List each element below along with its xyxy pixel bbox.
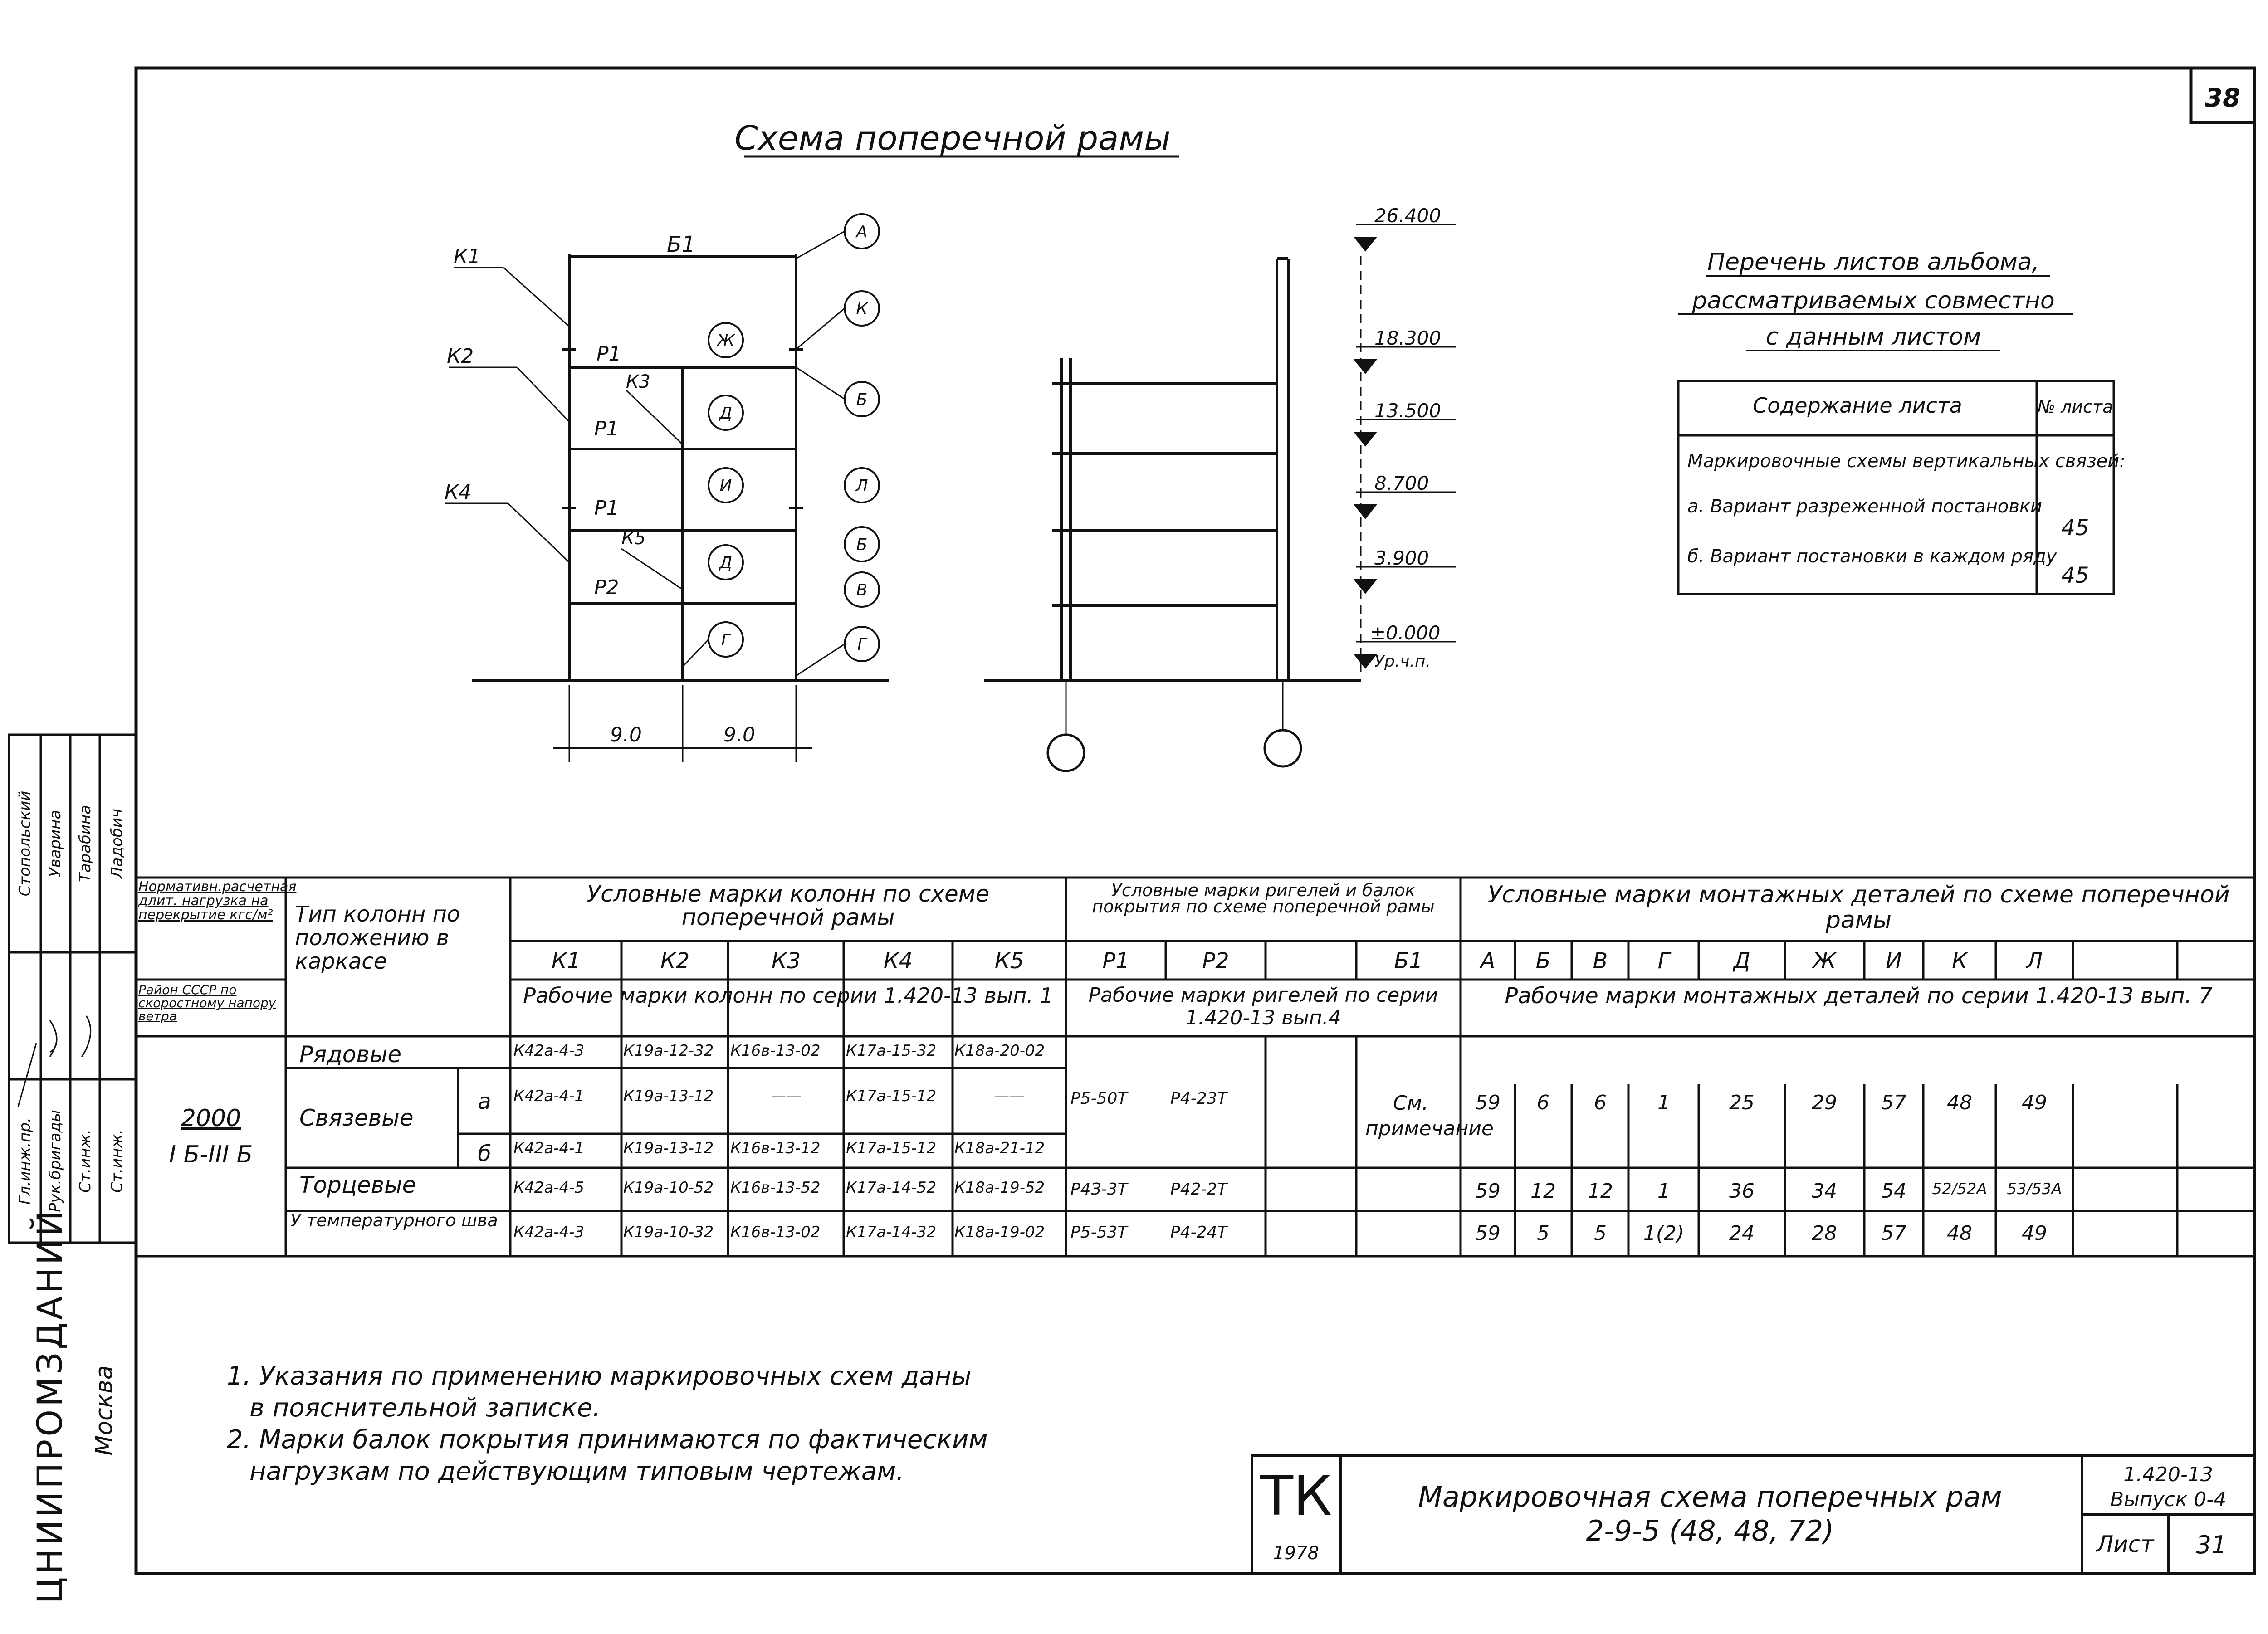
col-mark: К19а-13-12 [623, 1139, 714, 1157]
det-mark: 53/53А [2007, 1180, 2062, 1198]
detail-label: И [719, 477, 732, 495]
det-mark: 57 [1881, 1222, 1906, 1245]
scheme-col-k1: К1 [454, 245, 481, 268]
stamp-year: 1978 [1273, 1543, 1319, 1564]
b1-note: См. примечание [1365, 1092, 1494, 1140]
det-mark: 59 [1475, 1091, 1501, 1114]
elevation-mark: 3.900 [1374, 547, 1429, 569]
note-line: 2. Марки балок покрытия принимаются по фактическим [227, 1425, 988, 1454]
code-b1: Б1 [1394, 948, 1423, 974]
header-region: Район СССР по скоростному напору ветра [138, 982, 276, 1024]
code-r1: Р1 [1102, 948, 1129, 974]
det-mark: 6 [1594, 1091, 1607, 1114]
sheet-list-num-2: 45 [2061, 563, 2089, 588]
note-line: в пояснительной записке. [249, 1393, 601, 1423]
sheet-list-title-1: Перечень листов альбома, [1707, 249, 2040, 276]
stamp-sheet-label: Лист [2096, 1531, 2154, 1557]
detail-label: Б [856, 390, 868, 409]
load-value: 2000 [181, 1105, 241, 1132]
drawing-title: Схема поперечной рамы [734, 119, 1171, 158]
code-k5: К5 [994, 948, 1024, 974]
axis-dim-left: 9.0 [610, 723, 642, 746]
beam-mark: Р5-53Т [1070, 1223, 1128, 1242]
det-mark: 6 [1537, 1091, 1549, 1114]
header-detail-marks: Условные марки монтажных деталей по схеме поперечной рамы [1487, 881, 2230, 934]
region-value: I Б-III Б [169, 1141, 253, 1168]
det-mark: 48 [1947, 1222, 1972, 1245]
scheme-beam-b1: Б1 [667, 232, 696, 257]
scheme-beam-r1a: Р1 [596, 342, 621, 366]
col-mark: К19а-12-32 [623, 1042, 714, 1060]
col-mark: —— [771, 1087, 802, 1105]
col-mark: К17а-15-12 [846, 1087, 937, 1105]
code-det: В [1593, 948, 1608, 974]
code-det: К [1951, 948, 1968, 974]
type-row: У температурного шва [290, 1210, 498, 1230]
detail-label: Д [719, 404, 733, 423]
det-mark: 36 [1729, 1180, 1755, 1203]
col-mark: К42а-4-5 [513, 1179, 585, 1197]
det-mark: 54 [1881, 1180, 1906, 1203]
axis-dim-right: 9.0 [723, 723, 755, 746]
det-mark: 52/52А [1932, 1180, 1987, 1198]
col-mark: К17а-15-12 [846, 1139, 937, 1157]
stamp-title-2: 2-9-5 (48, 48, 72) [1586, 1514, 1834, 1547]
col-mark: К19а-13-12 [623, 1087, 714, 1105]
stamp-issue: Выпуск 0-4 [2110, 1488, 2227, 1511]
type-row: Связевые [299, 1105, 414, 1131]
code-k3: К3 [771, 948, 801, 974]
type-row: Рядовые [299, 1041, 402, 1068]
type-sub-b: б [478, 1141, 491, 1166]
tk-mark: ТК [1260, 1465, 1332, 1528]
stamp-series: 1.420-13 [2123, 1463, 2213, 1486]
header-beam-marks: Условные марки ригелей и балок покрытия по схеме поперечной рамы [1092, 880, 1435, 917]
scheme-col-k4: К4 [445, 481, 472, 504]
stamp-name: Тарабина [76, 805, 94, 883]
col-mark: К16в-13-02 [730, 1042, 821, 1060]
org-city: Москва [91, 1365, 118, 1456]
code-det: Г [1657, 948, 1670, 974]
sheet-list-row-1: Маркировочные схемы вертикальных связей: [1687, 451, 2126, 472]
col-mark: К42а-4-3 [513, 1042, 585, 1060]
sheet-list-num-1: 45 [2061, 515, 2089, 541]
det-mark: 29 [1812, 1091, 1837, 1114]
sheet-list-title-3: с данным листом [1765, 323, 1981, 351]
col-mark: К18а-19-02 [954, 1223, 1045, 1241]
code-k4: К4 [883, 948, 913, 974]
detail-label: Д [719, 554, 733, 572]
col-mark: К19а-10-32 [623, 1223, 714, 1241]
col-mark: К42а-4-1 [513, 1087, 585, 1105]
work-beams-series: Рабочие марки ригелей по серии 1.420-13 вып.4 [1088, 984, 1438, 1029]
col-mark: К42а-4-1 [513, 1139, 585, 1157]
code-k2: К2 [660, 948, 690, 974]
col-mark: К17а-15-32 [846, 1042, 937, 1060]
detail-label: Л [855, 477, 868, 495]
col-mark: К16в-13-52 [730, 1179, 821, 1197]
det-mark: 12 [1530, 1180, 1556, 1203]
sheet-list-row-2: а. Вариант разреженной постановки [1687, 496, 2043, 517]
det-mark: 1 [1657, 1180, 1670, 1203]
sheet-list-title-2: рассматриваемых совместно [1692, 287, 2055, 314]
elevation-mark: 13.500 [1374, 400, 1441, 422]
det-mark: 1 [1657, 1091, 1670, 1114]
scheme-col-k2: К2 [447, 345, 474, 368]
det-mark: 24 [1729, 1222, 1755, 1245]
header-column-marks: Условные марки колонн по схеме поперечной рамы [587, 881, 990, 931]
det-mark: 59 [1475, 1180, 1501, 1203]
scheme-col-k5: К5 [621, 528, 646, 549]
page-number: 38 [2205, 83, 2240, 113]
detail-label: Ж [717, 332, 735, 350]
scheme-beam-r2: Р2 [594, 576, 619, 599]
header-column-type: Тип колонн по положению в каркасе [295, 902, 460, 974]
det-mark: 5 [1594, 1222, 1607, 1245]
sheet-list-row-3: б. Вариант постановки в каждом ряду [1687, 546, 2057, 567]
detail-label: Г [721, 631, 731, 649]
sheet-list-col-content: Содержание листа [1753, 393, 1962, 418]
col-mark: К18а-19-52 [954, 1179, 1045, 1197]
code-r2: Р2 [1202, 948, 1229, 974]
elevation-mark: Ур.ч.п. [1374, 652, 1431, 671]
code-det: И [1886, 948, 1902, 974]
col-mark: К18а-20-02 [954, 1042, 1045, 1060]
type-sub-a: а [478, 1089, 491, 1114]
detail-label: Г [857, 635, 867, 654]
code-det: Б [1535, 948, 1551, 974]
stamp-role: Гл.инж.пр. [16, 1117, 34, 1205]
org-name: ЦНИИПРОМЗДАНИЙ [29, 1208, 70, 1604]
stamp-name: Ладобич [108, 809, 126, 878]
code-det: Л [2026, 948, 2043, 974]
col-mark: К16в-13-12 [730, 1139, 821, 1157]
col-mark: К18а-21-12 [954, 1139, 1045, 1157]
stamp-role: Рук.бригады [46, 1110, 64, 1212]
detail-label: Б [856, 536, 868, 554]
code-k1: К1 [551, 948, 581, 974]
beam-mark: Р4З-3Т [1070, 1180, 1128, 1199]
det-mark: 25 [1729, 1091, 1755, 1114]
scheme-beam-r1b: Р1 [594, 417, 619, 440]
det-mark: 34 [1812, 1180, 1837, 1203]
type-row: Торцевые [299, 1172, 416, 1198]
stamp-role: Ст.инж. [108, 1129, 126, 1193]
det-mark: 28 [1812, 1222, 1837, 1245]
detail-label: А [856, 223, 868, 241]
col-mark: К42а-4-3 [513, 1223, 585, 1241]
code-det: А [1480, 948, 1496, 974]
elevation-mark: 26.400 [1374, 205, 1441, 227]
det-mark: 49 [2022, 1222, 2047, 1245]
header-load: Нормативн.расчетная длит. нагрузка на перекрытие кгс/м² [138, 879, 297, 923]
det-mark: 49 [2022, 1091, 2047, 1114]
note-line: нагрузкам по действующим типовым чертежам. [249, 1457, 904, 1486]
sheet-list-col-number: № листа [2037, 397, 2113, 417]
beam-mark: Р4-23Т [1170, 1089, 1227, 1108]
beam-mark: Р4-24Т [1170, 1223, 1227, 1242]
det-mark: 12 [1588, 1180, 1613, 1203]
det-mark: 57 [1881, 1091, 1906, 1114]
elevation-mark: 18.300 [1374, 327, 1441, 349]
stamp-role: Ст.инж. [76, 1129, 94, 1193]
work-dets-series: Рабочие марки монтажных деталей по серии 1.420-13 вып. 7 [1505, 983, 2213, 1009]
col-mark: К17а-14-32 [846, 1223, 937, 1241]
elevation-mark: ±0.000 [1370, 622, 1441, 644]
beam-mark: Р5-50Т [1070, 1089, 1128, 1108]
col-mark: —— [994, 1087, 1025, 1105]
col-mark: К17а-14-52 [846, 1179, 937, 1197]
col-mark: К19а-10-52 [623, 1179, 714, 1197]
col-mark: К16в-13-02 [730, 1223, 821, 1241]
det-mark: 59 [1475, 1222, 1501, 1245]
note-line: 1. Указания по применению маркировочных схем даны [227, 1361, 972, 1391]
work-cols-series: Рабочие марки колонн по серии 1.420-13 вып. 1 [523, 983, 1053, 1008]
elevation-mark: 8.700 [1374, 472, 1429, 494]
detail-label: К [856, 300, 868, 318]
scheme-beam-r1c: Р1 [594, 497, 619, 520]
stamp-sheet-no: 31 [2195, 1531, 2227, 1559]
beam-mark: Р42-2Т [1170, 1180, 1227, 1199]
stamp-name: Стопольский [16, 790, 34, 897]
code-det: Ж [1813, 948, 1836, 974]
code-det: Д [1733, 948, 1750, 974]
scheme-col-k3: К3 [626, 371, 650, 392]
stamp-title-1: Маркировочная схема поперечных рам [1418, 1480, 2002, 1513]
stamp-name: Уварина [46, 810, 64, 878]
det-mark: 1(2) [1643, 1222, 1685, 1245]
det-mark: 48 [1947, 1091, 1972, 1114]
detail-label: В [856, 581, 868, 600]
det-mark: 5 [1537, 1222, 1549, 1245]
